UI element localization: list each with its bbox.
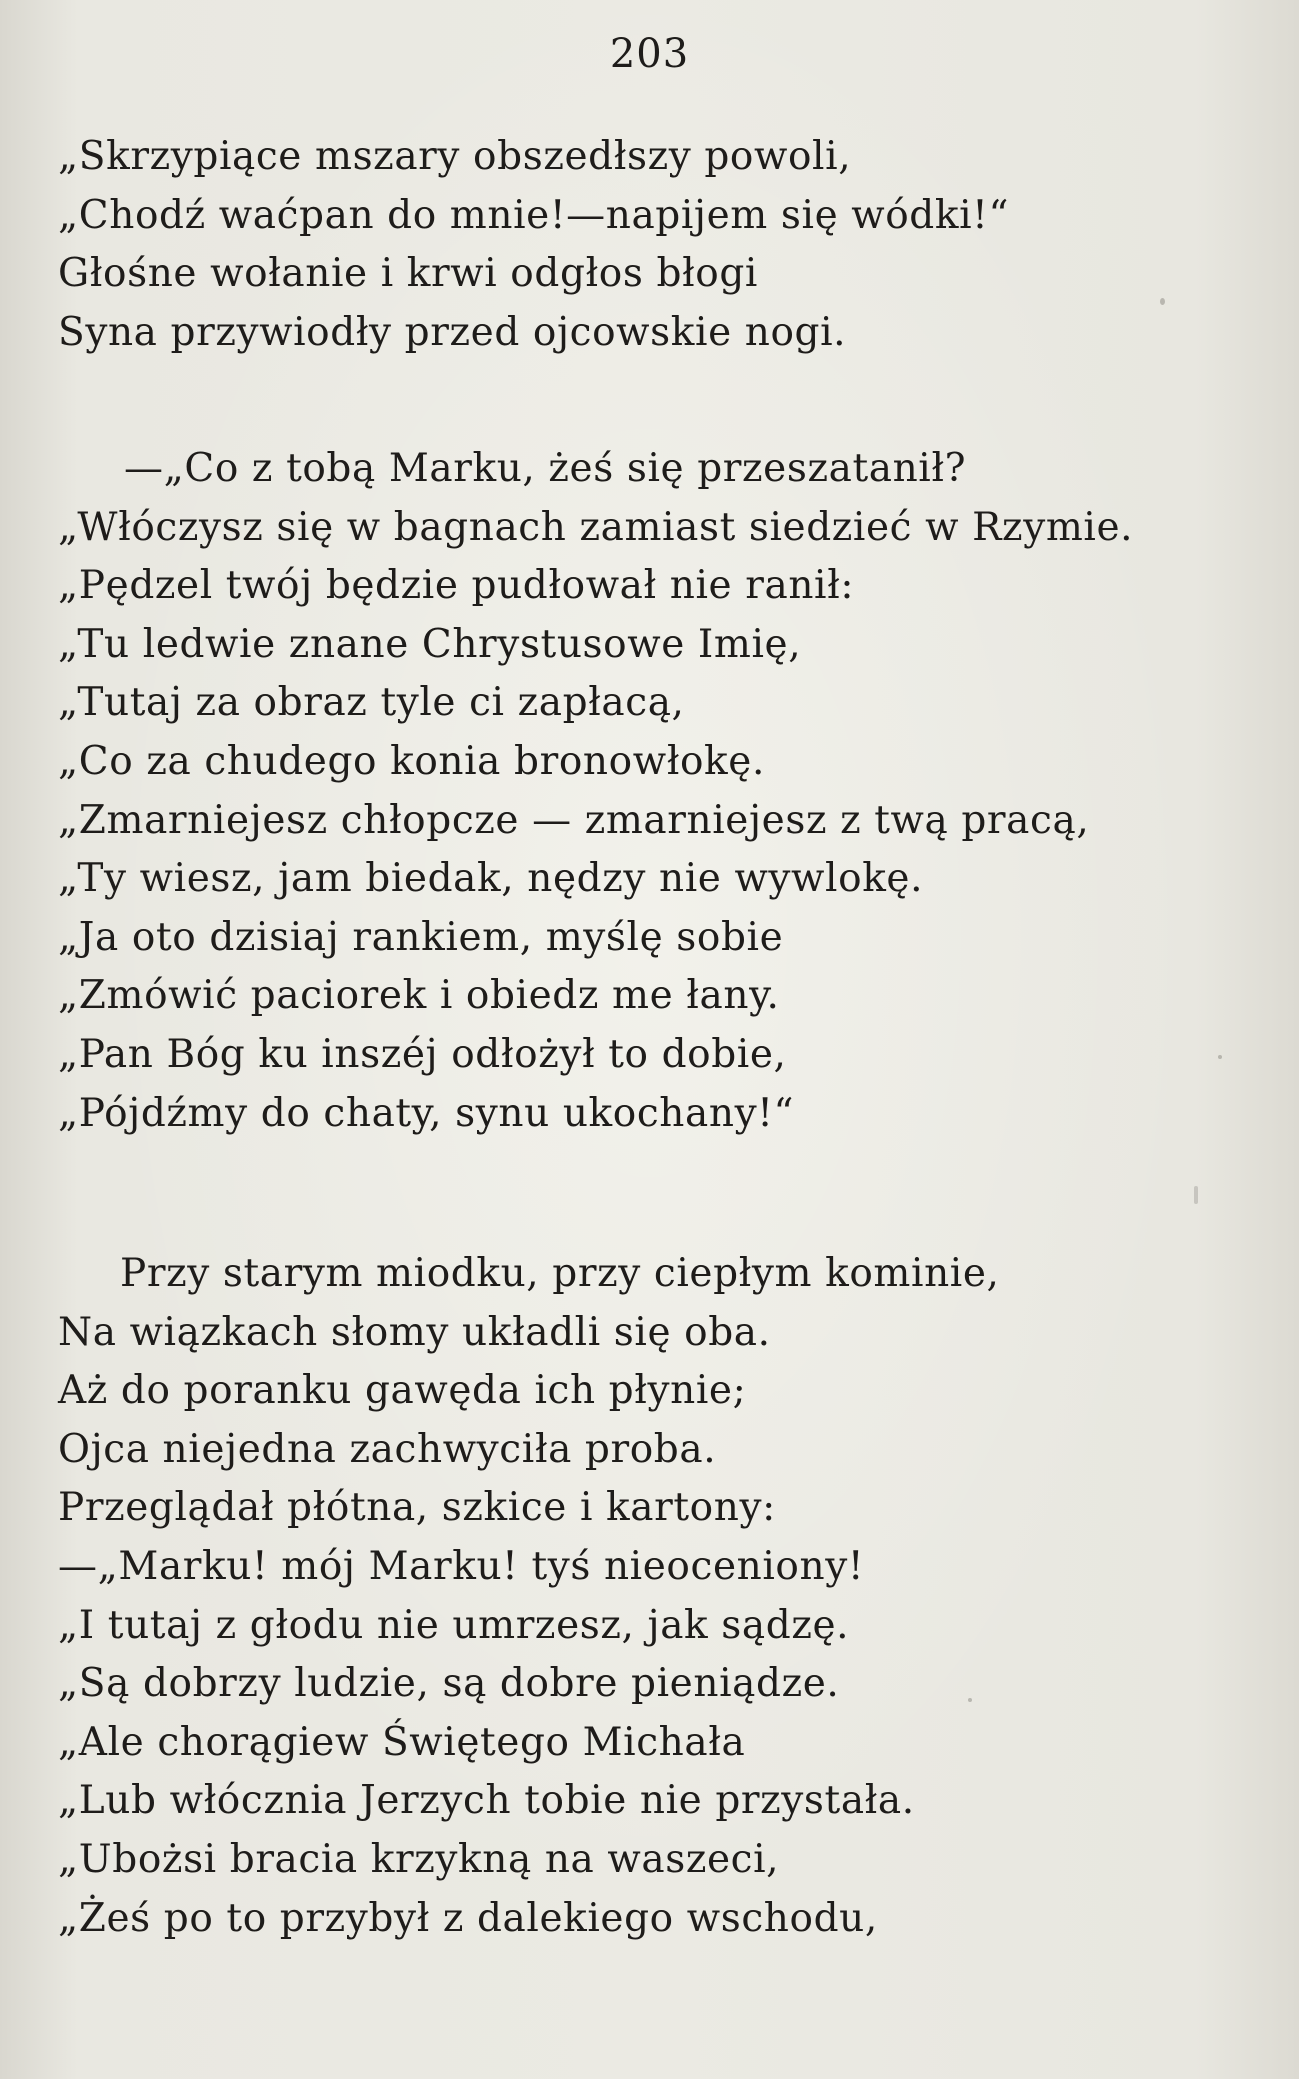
stanza-1 [58,128,1258,362]
poem-line: „Pan Bóg ku inszéj odłożył to dobie, [58,1031,787,1077]
poem-line: „Zmówić paciorek i obiedz me łany. [58,973,780,1019]
poem-line: Na wiązkach słomy układli się oba. [58,1309,771,1355]
poem-line: „Skrzypiące mszary obszedłszy powoli, [58,134,852,179]
poem-line: „Ty wiesz, jam biedak, nędzy nie wywlokę. [58,856,924,902]
paper-speck [1160,298,1165,305]
poem-line: „Chodź waćpan do mnie!—napijem się wódki!“ [58,192,1009,238]
poem-line: „Lub włócznia Jerzych tobie nie przystała. [58,1778,915,1824]
paper-speck [1218,1055,1222,1059]
poem-line: „Co za chudego konia bronowłokę. [58,738,765,784]
poem-line: „Tutaj za obraz tyle ci zapłacą, [58,680,685,726]
poem-line: „Pędzel twój będzie pudłował nie ranił: [58,563,855,609]
poem-line: —„Marku! mój Marku! tyś nieoceniony! [58,1543,865,1589]
page-number: 203 [609,31,690,77]
poem-line: „Żeś po to przybył z dalekiego wschodu, [58,1895,878,1941]
poem-line: Głośne wołanie i krwi odgłos błogi [58,251,758,297]
poem-line: „Zmarniejesz chłopcze — zmarniejesz z twą pracą, [58,797,1090,843]
paper-speck [1194,1186,1198,1204]
stanza-3 [58,1245,1258,1948]
poem-line: Ojca niejedna zachwyciła proba. [58,1426,717,1472]
poem-line: Przeglądał płótna, szkice i kartony: [58,1485,776,1531]
poem-line: „Pójdźmy do chaty, synu ukochany!“ [58,1090,795,1136]
poem-line: „Tu ledwie znane Chrystusowe Imię, [58,621,802,667]
poem-line: „Włóczysz się w bagnach zamiast siedzieć w Rzymie. [58,504,1134,550]
poem-line: —„Co z tobą Marku, żeś się przeszatanił? [124,446,967,491]
poem-line: „I tutaj z głodu nie umrzesz, jak sądzę. [58,1602,850,1648]
poem-line: „Ale chorągiew Świętego Michała [58,1719,746,1765]
poem-line: Aż do poranku gawęda ich płynie; [58,1368,747,1414]
paper-speck [968,1698,972,1702]
poem-line: „Są dobrzy ludzie, są dobre pieniądze. [58,1661,840,1707]
poem-line: „Ubożsi bracia krzykną na waszeci, [58,1836,780,1882]
stanza-2 [58,440,1258,1143]
poem-line: „Ja oto dzisiaj rankiem, myślę sobie [58,914,784,960]
poem-line: Syna przywiodły przed ojcowskie nogi. [58,309,847,355]
poem-line: Przy starym miodku, przy ciepłym kominie, [120,1251,1000,1296]
